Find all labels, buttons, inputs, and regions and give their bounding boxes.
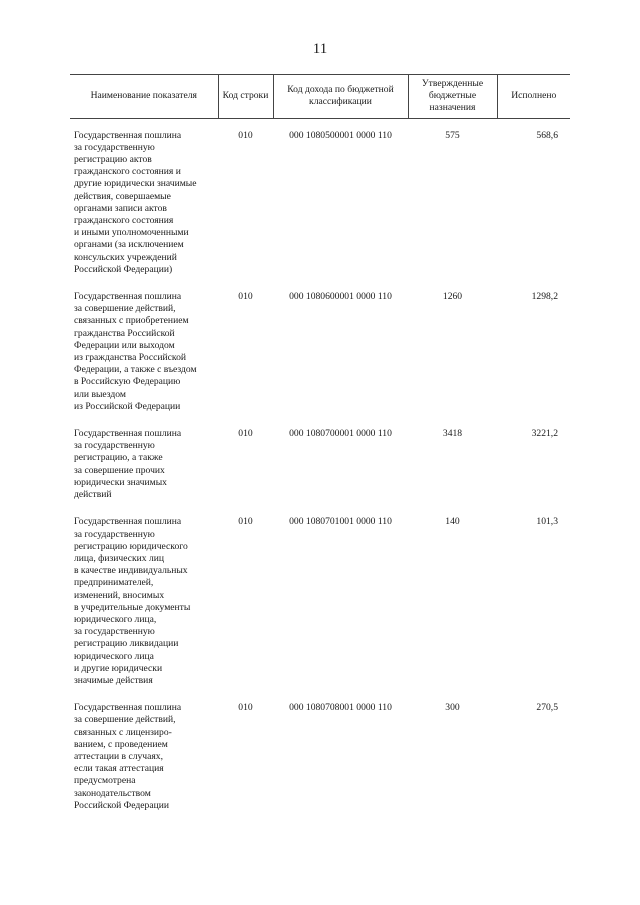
indicator-name-line: если такая аттестация <box>74 763 164 775</box>
indicator-name-line: за совершение действий, <box>74 714 176 726</box>
indicator-name-line: за государственную <box>74 528 155 540</box>
indicator-name-line: в учредительные документы <box>74 601 191 613</box>
indicator-name-line: Российской Федерации <box>74 799 169 811</box>
indicator-name-line: регистрацию юридического <box>74 540 188 552</box>
table-row <box>70 118 570 291</box>
income-code-cell: 000 1080500001 0000 110 <box>289 129 392 141</box>
line-code-cell: 010 <box>238 516 253 528</box>
income-code-cell: 000 1080700001 0000 110 <box>289 428 392 440</box>
approved-budget-cell: 575 <box>445 129 460 141</box>
indicator-name-line: из гражданства Российской <box>74 352 187 364</box>
indicator-name-line: предусмотрена <box>74 775 136 787</box>
budget-execution-table <box>70 74 570 827</box>
indicator-name-cell <box>70 516 218 702</box>
approved-budget-cell: 1260 <box>442 291 463 303</box>
indicator-name-line: регистрацию ликвидации <box>74 638 179 650</box>
indicator-name-line: лица, физических лиц <box>74 552 165 564</box>
indicator-name-line: законодательством <box>74 787 151 799</box>
indicator-name-line: за государственную <box>74 141 155 153</box>
indicator-name-line: связанных с приобретением <box>74 315 189 327</box>
indicator-name-line: гражданского состояния <box>74 215 174 227</box>
header-indicator-name: Наименование показателя <box>70 75 218 119</box>
line-code-cell: 010 <box>238 291 253 303</box>
indicator-name-line: за совершение прочих <box>74 464 165 476</box>
table-row <box>70 428 570 516</box>
indicator-name-line: ванием, с проведением <box>74 738 168 750</box>
indicator-name-line: значимые действия <box>74 674 153 686</box>
indicator-name-line: за государственную <box>74 626 155 638</box>
executed-cell: 3221,2 <box>531 428 558 440</box>
indicator-name-line: связанных с лицензиро- <box>74 726 172 738</box>
header-executed: Исполнено <box>497 75 570 119</box>
header-line-code: Код строки <box>218 75 273 119</box>
table-row <box>70 516 570 702</box>
indicator-name-line: гражданства Российской <box>74 327 175 339</box>
line-code-cell: 010 <box>238 428 253 440</box>
indicator-name-line: консульских учреждений <box>74 251 177 263</box>
indicator-name-line: гражданского состояния и <box>74 166 181 178</box>
line-code-cell: 010 <box>238 702 253 714</box>
indicator-name-line: Государственная пошлина <box>74 516 182 528</box>
indicator-name-line: регистрацию актов <box>74 154 152 166</box>
indicator-name-line: Государственная пошлина <box>74 129 182 141</box>
indicator-name-line: Государственная пошлина <box>74 291 182 303</box>
indicator-name-line: действия, совершаемые <box>74 190 171 202</box>
indicator-name-line: регистрацию, а также <box>74 452 163 464</box>
income-code-cell: 000 1080701001 0000 110 <box>289 516 392 528</box>
indicator-name-line: из Российской Федерации <box>74 400 181 412</box>
indicator-name-line: Федерации, а также с въездом <box>74 364 197 376</box>
indicator-name-line: органами записи актов <box>74 202 167 214</box>
indicator-name-line: или выездом <box>74 388 126 400</box>
indicator-name-line: и иными уполномоченными <box>74 227 189 239</box>
indicator-name-cell <box>70 428 218 516</box>
table-row <box>70 702 570 827</box>
indicator-name-line: Российской Федерации) <box>74 263 173 275</box>
table-row <box>70 291 570 428</box>
indicator-name-line: аттестации в случаях, <box>74 750 163 762</box>
executed-cell: 270,5 <box>536 702 558 714</box>
approved-budget-cell: 300 <box>445 702 460 714</box>
indicator-name-line: юридического лица, <box>74 613 157 625</box>
line-code-cell: 010 <box>238 129 253 141</box>
indicator-name-cell <box>70 118 218 291</box>
indicator-name-cell <box>70 291 218 428</box>
indicator-name-line: изменений, вносимых <box>74 589 165 601</box>
header-income-code: Код дохода по бюджетной классификации <box>273 75 408 119</box>
indicator-name-line: предпринимателей, <box>74 577 154 589</box>
income-code-cell: 000 1080600001 0000 110 <box>289 291 392 303</box>
indicator-name-line: в Российскую Федерацию <box>74 376 181 388</box>
table-header <box>70 75 570 119</box>
executed-cell: 568,6 <box>536 129 558 141</box>
indicator-name-line: юридически значимых <box>74 476 167 488</box>
income-code-cell: 000 1080708001 0000 110 <box>289 702 392 714</box>
indicator-name-line: Государственная пошлина <box>74 428 182 440</box>
indicator-name-line: другие юридически значимые <box>74 178 197 190</box>
indicator-name-line: за совершение действий, <box>74 303 176 315</box>
indicator-name-line: Государственная пошлина <box>74 702 182 714</box>
indicator-name-cell <box>70 702 218 827</box>
indicator-name-line: в качестве индивидуальных <box>74 565 188 577</box>
table-body <box>70 118 570 827</box>
header-approved-budget: Утвержденные бюджетные назначения <box>408 75 497 119</box>
executed-cell: 101,3 <box>536 516 558 528</box>
indicator-name-line: за государственную <box>74 440 155 452</box>
executed-cell: 1298,2 <box>531 291 558 303</box>
approved-budget-cell: 140 <box>445 516 460 528</box>
indicator-name-line: органами (за исключением <box>74 239 184 251</box>
approved-budget-cell: 3418 <box>442 428 463 440</box>
indicator-name-line: действий <box>74 489 112 501</box>
indicator-name-line: Федерации или выходом <box>74 339 175 351</box>
indicator-name-line: юридического лица <box>74 650 154 662</box>
page-number: 11 <box>312 41 328 57</box>
indicator-name-line: и другие юридически <box>74 662 163 674</box>
